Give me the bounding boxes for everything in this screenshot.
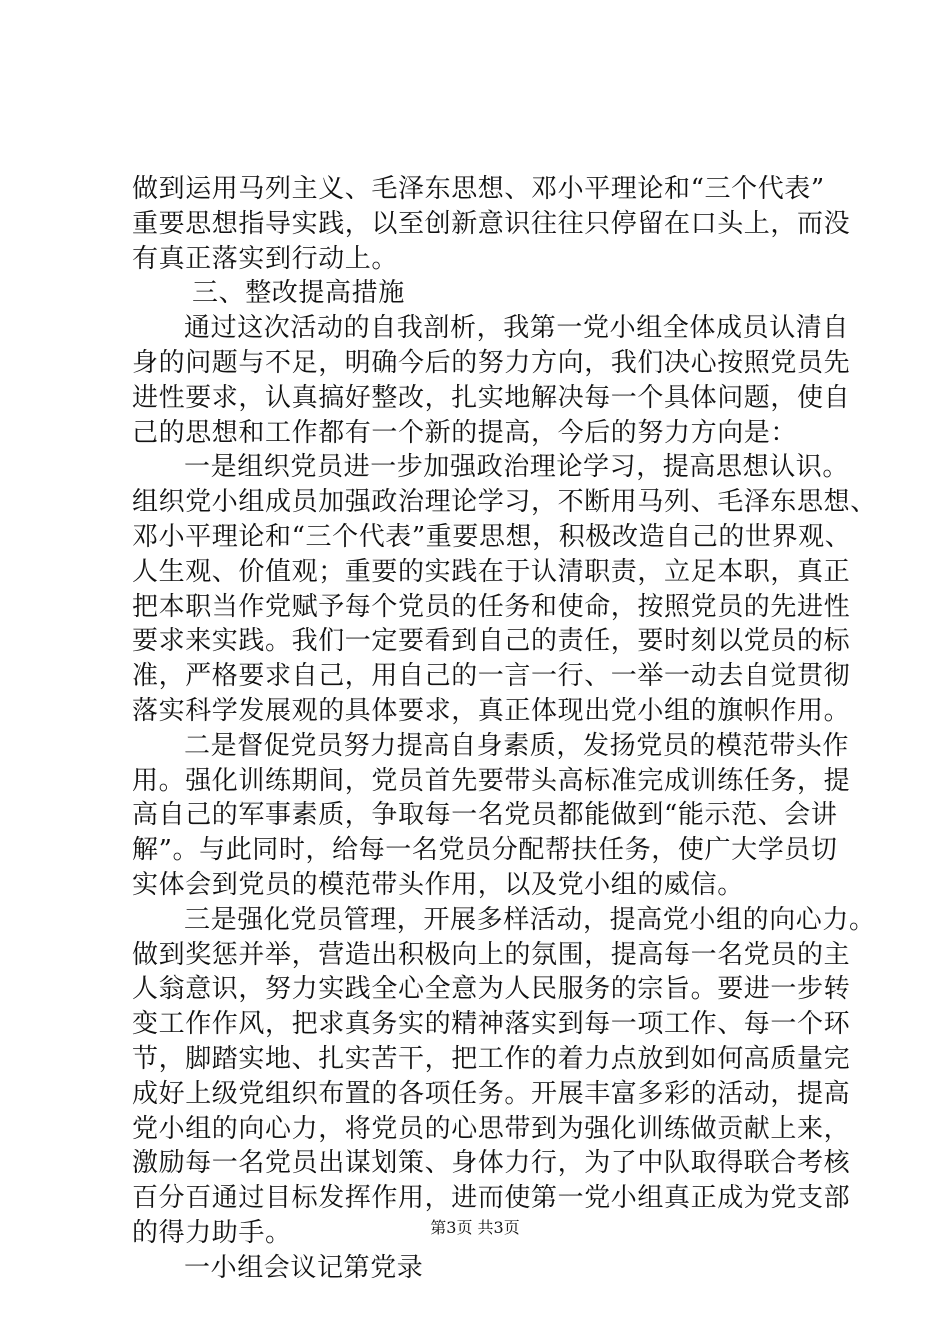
text-line: 高自己的军事素质，争取每一名党员都能做到“能示范、会讲 — [132, 800, 838, 831]
paragraph-first-line: 一是组织党员进一步加强政治理论学习，提高思想认识。 — [184, 452, 850, 483]
text-line: 邓小平理论和“三个代表”重要思想，积极改造自己的世界观、 — [132, 521, 852, 552]
text-line: 成好上级党组织布置的各项任务。开展丰富多彩的活动，提高 — [132, 1078, 851, 1109]
text-line: 节，脚踏实地、扎实苦干，把工作的着力点放到如何高质量完 — [132, 1043, 851, 1074]
text-line: 党小组的向心力，将党员的心思带到为强化训练做贡献上来， — [132, 1113, 851, 1144]
text-line: 解”。与此同时，给每一名党员分配帮扶任务，使广大学员切 — [132, 835, 838, 866]
text-line: 做到奖惩并举，营造出积极向上的氛围，提高每一名党员的主 — [132, 939, 851, 970]
text-line: 要求来实践。我们一定要看到自己的责任，要时刻以党员的标 — [132, 626, 851, 657]
text-line: 己的思想和工作都有一个新的提高，今后的努力方向是： — [132, 417, 798, 448]
text-line: 激励每一名党员出谋划策、身体力行，为了中队取得联合考核 — [132, 1148, 851, 1179]
closing-title: 一小组会议记第党录 — [184, 1252, 424, 1283]
section-heading: 三、整改提高措施 — [192, 278, 405, 309]
text-line: 人翁意识，努力实践全心全意为人民服务的宗旨。要进一步转 — [132, 974, 851, 1005]
text-line: 有真正落实到行动上。 — [132, 243, 399, 274]
text-line: 实体会到党员的模范带头作用，以及党小组的威信。 — [132, 869, 744, 900]
text-line: 落实科学发展观的具体要求，真正体现出党小组的旗帜作用。 — [132, 695, 851, 726]
text-line: 组织党小组成员加强政治理论学习，不断用马列、毛泽东思想、 — [132, 487, 877, 518]
text-line: 身的问题与不足，明确今后的努力方向，我们决心按照党员先 — [132, 347, 851, 378]
text-line: 做到运用马列主义、毛泽东思想、邓小平理论和“三个代表” — [132, 174, 825, 204]
paragraph-first-line: 通过这次活动的自我剖析，我第一党小组全体成员认清自 — [184, 313, 850, 344]
paragraph-first-line: 三是强化党员管理，开展多样活动，提高党小组的向心力。 — [184, 904, 876, 935]
text-line: 准，严格要求自己，用自己的一言一行、一举一动去自觉贯彻 — [132, 661, 851, 692]
text-line: 用。强化训练期间，党员首先要带头高标准完成训练任务，提 — [132, 765, 851, 796]
text-line: 重要思想指导实践，以至创新意识往往只停留在口头上，而没 — [132, 208, 851, 239]
text-line: 的得力助手。 — [132, 1217, 292, 1248]
page-footer: 第3页 共3页 — [430, 1218, 520, 1237]
paragraph-first-line: 二是督促党员努力提高自身素质，发扬党员的模范带头作 — [184, 730, 850, 761]
text-line: 进性要求，认真搞好整改，扎实地解决每一个具体问题，使自 — [132, 382, 851, 413]
document-body — [132, 172, 877, 1286]
text-line: 变工作作风，把求真务实的精神落实到每一项工作、每一个环 — [132, 1009, 851, 1040]
text-line: 把本职当作党赋予每个党员的任务和使命，按照党员的先进性 — [132, 591, 851, 622]
text-line: 人生观、价值观；重要的实践在于认清职责，立足本职，真正 — [132, 556, 851, 587]
text-line: 百分百通过目标发挥作用，进而使第一党小组真正成为党支部 — [132, 1183, 851, 1214]
